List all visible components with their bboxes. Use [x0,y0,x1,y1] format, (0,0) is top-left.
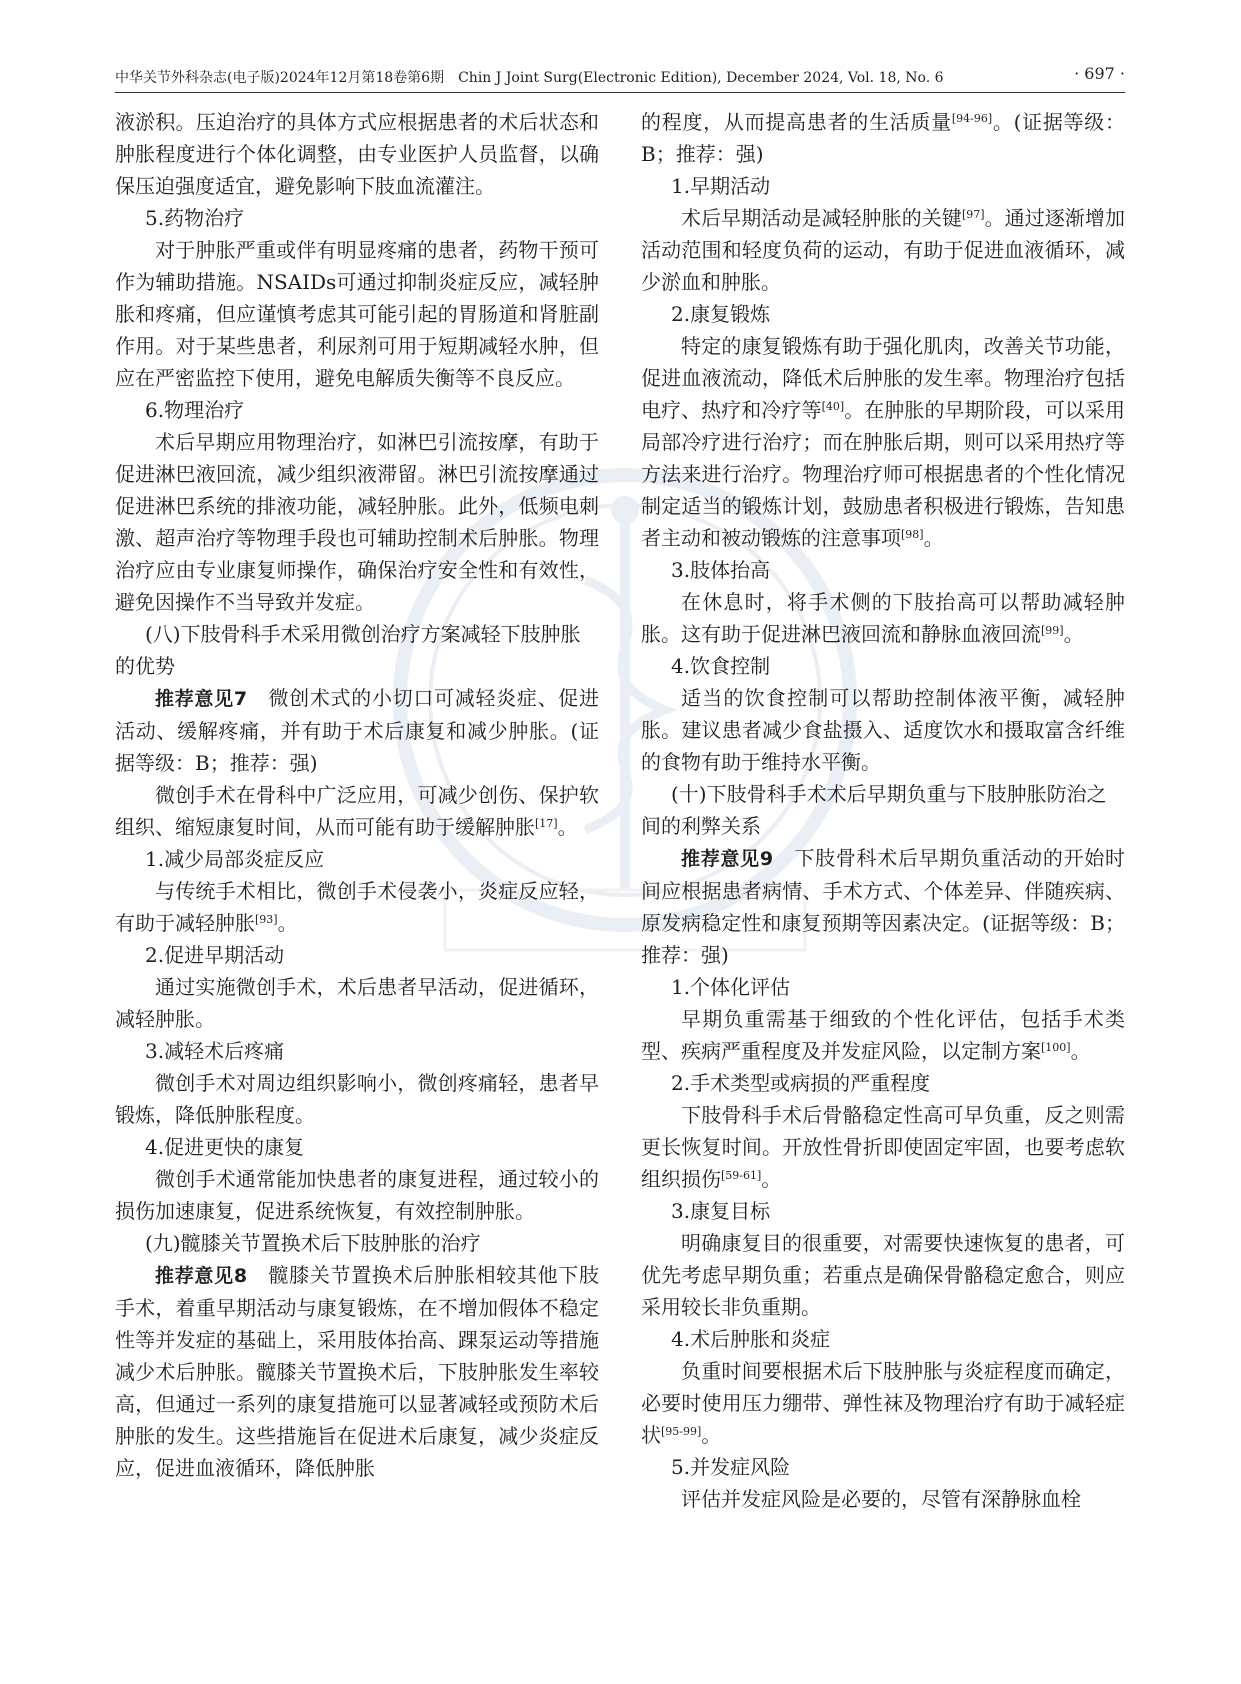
body-paragraph [641,682,1125,778]
section-heading: 4.饮食控制 [671,654,771,678]
recommendation-text: 下肢骨科术后早期负重活动的开始时间应根据患者病情、手术方式、个体差异、伴随疾病、原发病稳定性和康复预期等因素决定。(证据等级：B；推荐：强) [641,846,1125,967]
recommendation-label: 推荐意见8 [155,1265,248,1287]
paragraph-text: 在休息时，将手术侧的下肢抬高可以帮助减轻肿胀。这有助于促进淋巴液回流和静脉血液回流 [641,590,1125,646]
section-heading: 1.减少局部炎症反应 [145,847,325,871]
recommendation-paragraph [115,1259,599,1484]
header-rule [115,92,1125,93]
body-paragraph [641,1227,1125,1323]
citation-ref: [93] [255,913,278,926]
recommendation-label: 推荐意见7 [155,688,248,710]
body-paragraph [115,875,599,939]
body-paragraph [641,1099,1125,1195]
body-paragraph [115,426,599,618]
body-paragraph [115,234,599,394]
paragraph-text: 术后早期应用物理治疗，如淋巴引流按摩，有助于促进淋巴液回流，减少组织液滞留。淋巴引流按摩通过促进淋巴系统的排液功能，减轻肿胀。此外，低频电刺激、超声治疗等物理手段也可辅助控制术后肿胀。物理治疗应由专业康复师操作，确保治疗安全性和有效性，避免因操作不当导致并发症。 [115,430,599,614]
paragraph-text: 微创手术在骨科中广泛应用，可减少创伤、保护软组织、缩短康复时间，从而可能有助于缓解肿胀 [115,783,599,839]
citation-ref: [98] [901,528,924,541]
body-paragraph [641,1483,1125,1515]
citation-ref: [100] [1041,1041,1071,1054]
section-heading: 1.个体化评估 [671,975,791,999]
recommendation-paragraph [641,842,1125,971]
paragraph-text-tail: 。(证据等级：B；推荐：强) [641,110,1125,166]
section-heading: 2.手术类型或病损的严重程度 [671,1071,931,1095]
citation-ref: [95-99] [661,1425,702,1438]
body-paragraph [641,202,1125,298]
section-heading: 2.促进早期活动 [145,943,285,967]
body-paragraph [115,779,599,843]
paragraph-text-tail: 。 [277,911,298,935]
paragraph-text: 液淤积。压迫治疗的具体方式应根据患者的术后状态和肿胀程度进行个体化调整，由专业医护人员监督，以确保压迫强度适宜，避免影响下肢血流灌注。 [115,110,599,198]
paragraph-text: 术后早期活动是减轻肿胀的关键 [681,206,962,230]
citation-ref: [94-96] [951,112,993,125]
citation-ref: [40] [821,400,845,413]
recommendation-text: 髋膝关节置换术后肿胀相较其他下肢手术，着重早期活动与康复锻炼，在不增加假体不稳定性等并发症的基础上，采用肢体抬高、踝泵运动等措施减少术后肿胀。髋膝关节置换术后，下肢肿胀发生率较高，但通过一系列的康复措施可以显著减轻或预防术后肿胀的发生。这些措施旨在促进术后康复，减少炎症反应，促进血液循环，降低肿胀 [115,1263,599,1480]
section-heading: 4.术后肿胀和炎症 [671,1327,831,1351]
section-heading: 1.早期活动 [671,174,771,198]
body-paragraph [641,106,1125,170]
paragraph-text: 对于肿胀严重或伴有明显疼痛的患者，药物干预可作为辅助措施。NSAIDs可通过抑制炎症反应，减轻肿胀和疼痛，但应谨慎考虑其可能引起的胃肠道和肾脏副作用。对于某些患者，利尿剂可用于短期减轻水肿，但应在严密监控下使用，避免电解质失衡等不良反应。 [115,238,599,390]
paragraph-text-tail: 。 [761,1167,782,1191]
paragraph-text-tail: 。 [1063,622,1084,646]
body-paragraph [641,330,1125,554]
paragraph-text: 特定的康复锻炼有助于强化肌肉，改善关节功能，促进血液流动，降低术后肿胀的发生率。物理治疗包括电疗、热疗和冷疗等 [641,334,1125,422]
citation-ref: [17] [535,817,558,830]
journal-citation: 中华关节外科杂志(电子版)2024年12月第18卷第6期 Chin J Joint Surg(Electronic Edition), December 2024, Vol. 18, No. 6 [115,70,944,86]
paragraph-text: 适当的饮食控制可以帮助控制体液平衡，减轻肿胀。建议患者减少食盐摄入、适度饮水和摄取富含纤维的食物有助于维持水平衡。 [641,686,1125,774]
section-heading: (十)下肢骨科手术术后早期负重与下肢肿胀防治之间的利弊关系 [641,782,1107,838]
recommendation-paragraph [115,682,599,779]
paragraph-text: 明确康复目的很重要，对需要快速恢复的患者，可优先考虑早期负重；若重点是确保骨骼稳定愈合，则应采用较长非负重期。 [641,1231,1125,1319]
body-paragraph [115,106,599,202]
running-header [115,64,1125,88]
section-heading: 6.物理治疗 [145,398,245,422]
paragraph-text-tail: 。 [1070,1039,1091,1063]
left-column [115,106,599,1484]
right-column [641,106,1125,1515]
body-paragraph [115,971,599,1035]
section-heading: 3.康复目标 [671,1199,771,1223]
paragraph-text-tail: 。在肿胀的早期阶段，可以采用局部冷疗进行治疗；而在肿胀后期，则可以采用热疗等方法来进行治疗。物理治疗师可根据患者的个性化情况制定适当的锻炼计划，鼓励患者积极进行锻炼，告知患者主动和被动锻炼的注意事项 [641,398,1126,550]
paragraph-text-tail: 。 [557,815,578,839]
body-paragraph [641,1355,1125,1451]
section-heading: 2.康复锻炼 [671,302,771,326]
paragraph-text: 早期负重需基于细致的个性化评估，包括手术类型、疾病严重程度及并发症风险，以定制方案 [641,1007,1125,1063]
paragraph-text: 的程度，从而提高患者的生活质量 [641,110,952,134]
paragraph-text: 微创手术通常能加快患者的康复进程，通过较小的损伤加速康复，促进系统恢复，有效控制肿胀。 [115,1167,599,1223]
paragraph-text: 评估并发症风险是必要的，尽管有深静脉血栓 [681,1487,1081,1511]
section-heading: 4.促进更快的康复 [145,1135,305,1159]
body-paragraph [641,586,1125,650]
page-number: · 697 · [1074,64,1125,83]
paragraph-text: 通过实施微创手术，术后患者早活动，促进循环，减轻肿胀。 [115,975,599,1031]
paragraph-text-tail: 。通过逐渐增加活动范围和轻度负荷的运动，有助于促进血液循环，减少淤血和肿胀。 [641,206,1126,294]
citation-ref: [99] [1041,624,1064,637]
section-heading: 3.肢体抬高 [671,558,771,582]
section-heading: (九)髋膝关节置换术后下肢肿胀的治疗 [145,1231,481,1255]
section-heading: 5.并发症风险 [671,1455,791,1479]
citation-ref: [59-61] [721,1169,762,1182]
paragraph-text: 下肢骨科手术后骨骼稳定性高可早负重，反之则需更长恢复时间。开放性骨折即使固定牢固，也要考虑软组织损伤 [641,1103,1125,1191]
body-paragraph [641,1003,1125,1067]
paragraph-text-tail: 。 [701,1423,722,1447]
paragraph-text: 微创手术对周边组织影响小，微创疼痛轻，患者早锻炼，降低肿胀程度。 [115,1071,599,1127]
section-heading: 3.减轻术后疼痛 [145,1039,285,1063]
section-heading: 5.药物治疗 [145,206,245,230]
section-heading: (八)下肢骨科手术采用微创治疗方案减轻下肢肿胀的优势 [115,622,581,678]
paragraph-text: 负重时间要根据术后下肢肿胀与炎症程度而确定，必要时使用压力绷带、弹性袜及物理治疗有助于减轻症状 [641,1359,1125,1447]
paragraph-text-tail: 。 [923,526,944,550]
recommendation-text: 微创术式的小切口可减轻炎症、促进活动、缓解疼痛，并有助于术后康复和减少肿胀。(证据等级：B；推荐：强) [115,686,599,775]
citation-ref: [97] [961,208,985,221]
body-paragraph [115,1163,599,1227]
recommendation-label: 推荐意见9 [681,848,774,870]
body-paragraph [115,1067,599,1131]
paragraph-text: 与传统手术相比，微创手术侵袭小，炎症反应轻，有助于减轻肿胀 [115,879,599,935]
